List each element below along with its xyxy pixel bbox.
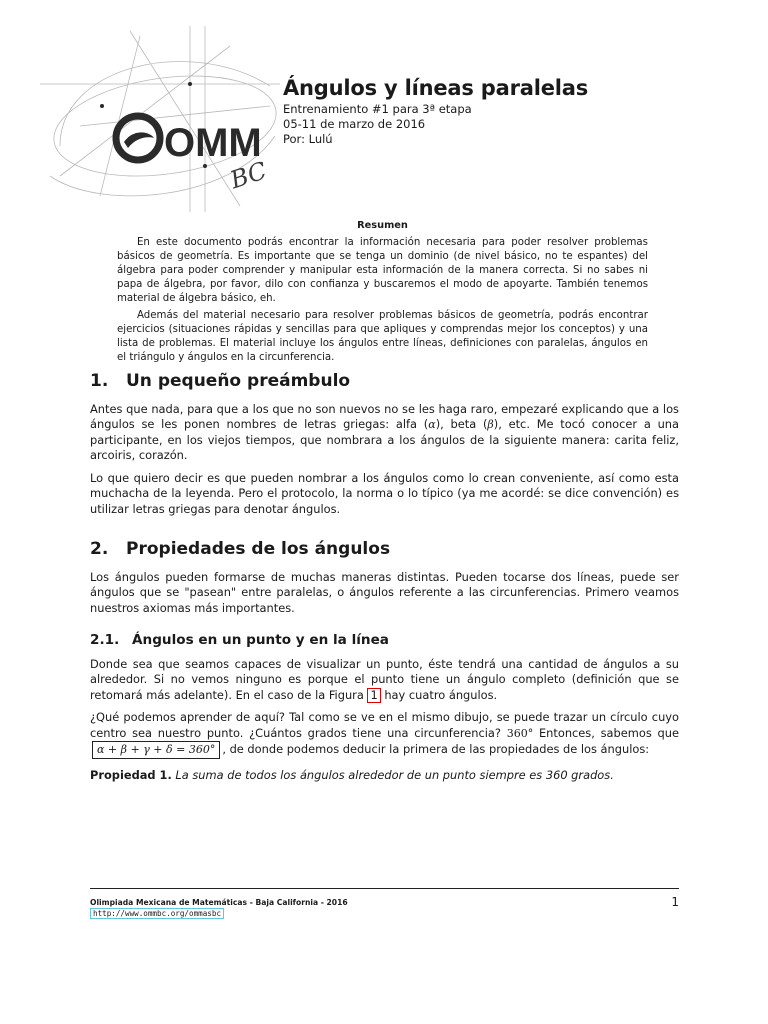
section-2-title: Propiedades de los ángulos: [126, 539, 391, 559]
title-block: [283, 76, 723, 147]
subsection-2-1-paragraph-2: [90, 710, 679, 759]
section-1-title: Un pequeño preámbulo: [126, 371, 351, 391]
text-run: ), etc. Me tocó conocer a una participante, en los viejos tiempos, que nombrara a los ángulos de la siguiente manera: carita feliz, arcoiris, corazón.: [90, 417, 680, 462]
figure-1-link[interactable]: 1: [367, 688, 380, 703]
text-run: , de donde podemos deducir la primera de las propiedades de los ángulos:: [222, 742, 650, 756]
footer-organization: Olimpiada Mexicana de Matemáticas - Baja California - 2016: [90, 898, 348, 907]
property-1-text: La suma de todos los ángulos alrededor de un punto siempre es 360 grados.: [175, 767, 614, 782]
subsection-2-1-paragraph-1: [90, 657, 679, 704]
property-1: [90, 768, 679, 784]
section-1-paragraph-1: [90, 402, 679, 464]
degrees-value: 360°: [506, 726, 534, 740]
text-run: ), beta (: [435, 417, 488, 431]
abstract: [117, 219, 648, 368]
section-1-heading: [90, 371, 679, 391]
alpha-symbol: α: [428, 418, 436, 431]
abstract-paragraph-2: Además del material necesario para resolver problemas básicos de geometría, podrás encontrar ejercicios (situaciones rápidas y sencillas para que apliques y comprendas mejor los conceptos) y una lista de problemas. El material incluye los ángulos entre líneas, definiciones con paralelas, ángulos en el triángulo y ángulos en la circunferencia.: [117, 310, 648, 363]
section-1-number: 1.: [90, 371, 109, 391]
section-2-paragraph-1: Los ángulos pueden formarse de muchas maneras distintas. Pueden tocarse dos líneas, puede ser ángulos que se "pasean" entre paralelas, o ángulos referente a las circunferencias. Primero veamos nuestros axiomas más importantes.: [90, 569, 679, 615]
text-run: ¿Qué podemos aprender de aquí? Tal como se ve en el mismo dibujo, se puede trazar un círculo cuyo centro sea nuestro punto. ¿Cuántos grados tiene una circunferencia?: [90, 710, 679, 740]
bird-icon: [124, 132, 154, 148]
subsection-2-1-title: Ángulos en un punto y en la línea: [132, 632, 389, 648]
abstract-paragraph-1: En este documento podrás encontrar la información necesaria para poder resolver problemas básicos de geometría. Es importante que se tenga un dominio (de nivel básico, no te espantes) del álgebra para poder comprender y manipular esta información de la manera correcta. Si no sabes ni papa de álgebra, por favor, dilo con confianza y buscaremos el modo de apoyarte. También tenemos material de álgebra básico, eh.: [117, 237, 648, 304]
footer-rule: [90, 888, 679, 889]
angle-sum-equation: α + β + γ + δ = 360°: [92, 741, 220, 759]
section-2-heading: [90, 539, 679, 559]
text-run: hay cuatro ángulos.: [380, 687, 498, 702]
text-run: Antes que nada, para que a los que no son nuevos no se les haga raro, empezaré explicando que a los ángulos se les ponen nombres de letras griegas: alfa (: [90, 401, 679, 431]
document-title: Ángulos y líneas paralelas: [283, 76, 589, 100]
property-1-label: Propiedad 1.: [90, 767, 172, 782]
omm-bc-logo: [40, 26, 280, 212]
footer-url-link[interactable]: http://www.ommbc.org/ommasbc: [90, 908, 224, 919]
logo-wordmark: OMM: [164, 121, 262, 165]
logo-suffix: BC: [226, 156, 271, 195]
page-number: 1: [671, 895, 679, 909]
section-1-paragraph-2: Lo que quiero decir es que pueden nombrar a los ángulos como lo crean conveniente, así como esta muchacha de la leyenda. Pero el protocolo, la norma o lo típico (ya me acordé: se dice convención) es utilizar letras griegas para denotar ángulos.: [90, 470, 679, 516]
beta-symbol: β: [487, 418, 494, 431]
document-body: [90, 371, 680, 790]
document-dates: 05-11 de marzo de 2016: [283, 117, 426, 131]
document-author: Por: Lulú: [283, 132, 333, 146]
text-run: Entonces, sabemos que: [533, 725, 679, 740]
abstract-heading: Resumen: [357, 220, 408, 231]
text-run: Donde sea que seamos capaces de visualizar un punto, éste tendrá una cantidad de ángulos a su alrededor. Si no vemos ninguno es porque el punto tiene un ángulo completo (definición que se retomará más adelante). En el caso de la Figura: [90, 656, 679, 702]
subsection-2-1-number: 2.1.: [90, 632, 120, 648]
section-2-number: 2.: [90, 539, 109, 559]
subsection-2-1-heading: [90, 633, 679, 649]
document-subtitle: Entrenamiento #1 para 3ª etapa: [283, 102, 472, 116]
